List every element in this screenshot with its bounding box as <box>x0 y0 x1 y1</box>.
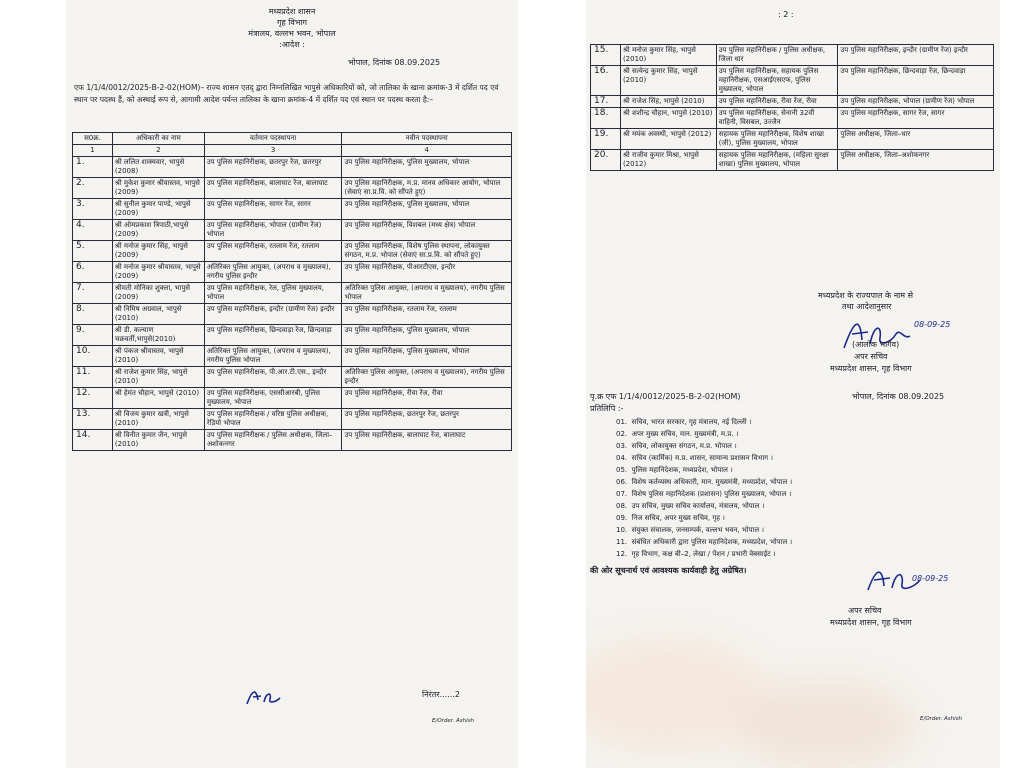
row-name: श्री डी. कल्याण चक्रवर्ती,भापुसे(2010) <box>112 325 204 346</box>
row-new-post: उप पुलिस महानिरीक्षक, भोपाल (ग्रामीण रेंज) भोपाल <box>838 96 994 108</box>
table-row <box>73 304 512 325</box>
list-item-number: 11. <box>616 538 628 546</box>
table-row <box>73 199 512 220</box>
transfer-table-page-2 <box>590 44 994 171</box>
signature-date: 08-09-25 <box>914 320 951 329</box>
row-sn: 4. <box>73 220 113 241</box>
row-name: श्री विजय कुमार खत्री, भापुसे (2010) <box>112 409 204 430</box>
list-item-number: 07. <box>616 490 628 498</box>
list-item <box>616 442 737 451</box>
list-item <box>616 550 776 559</box>
row-new-post: उप पुलिस महानिरीक्षक, पुलिस मुख्यालय, भोपाल <box>342 157 512 178</box>
list-item <box>616 538 792 547</box>
row-new-post: उप पुलिस महानिरीक्षक, छिन्दवाड़ा रेंज, छिन्दवाड़ा <box>838 66 994 96</box>
row-sn: 5. <box>73 241 113 262</box>
row-current-post: उप पुलिस महानिरीक्षक, इन्दौर (ग्रामीण रेंज) इन्दौर <box>204 304 342 325</box>
table-row <box>591 66 994 96</box>
col-number: 4 <box>342 145 512 157</box>
row-name: श्री शशीन्द्र चौहान, भापुसे (2010) <box>620 108 716 129</box>
row-new-post: उप पुलिस महानिरीक्षक, पुलिस मुख्यालय, भोपाल <box>342 346 512 367</box>
row-current-post: उप पुलिस महानिरीक्षक, एससीआरबी, पुलिस मुख्यालय, भोपाल <box>204 388 342 409</box>
row-new-post: उप पुलिस महानिरीक्षक, विशबल (मध्य क्षेत्र) भोपाल <box>342 220 512 241</box>
row-new-post: उप पुलिस महानिरीक्षक, म.प्र. मानव अधिकार आयोग, भोपाल (सेवाएं सा.प्र.वि. को सौंपते हुए) <box>342 178 512 199</box>
order-page-1 <box>66 0 518 768</box>
row-sn: 12. <box>73 388 113 409</box>
row-current-post: उप पुलिस महानिरीक्षक, रेल, पुलिस मुख्यालय, भोपाल <box>204 283 342 304</box>
list-item-number: 12. <box>616 550 628 558</box>
row-current-post: उप पुलिस महानिरीक्षक, सहायक पुलिस महानिरीक्षक, एसआईएसएफ, पुलिस मुख्यालय, भोपाल <box>716 66 838 96</box>
endorsement-date: भोपाल, दिनांक 08.09.2025 <box>852 392 945 401</box>
table-number-row <box>73 145 512 157</box>
table-row <box>73 409 512 430</box>
list-item <box>616 418 752 427</box>
row-name: श्री सत्येन्द्र कुमार सिंह, भापुसे (2010) <box>620 66 716 96</box>
row-name: श्री ओमप्रकाश त्रिपाठी,भापुसे (2009) <box>112 220 204 241</box>
row-name: श्री मुकेश कुमार श्रीवास्तव, भापुसे (2009) <box>112 178 204 199</box>
header-line-order: :आदेश : <box>279 40 305 49</box>
col-header-current: वर्तमान पदस्थापना <box>204 133 342 145</box>
list-item-text: गृह विभाग, कक्ष बी–2, लेखा / पेंशन / प्रभारी वेबसाईट । <box>631 550 776 558</box>
list-item <box>616 478 792 487</box>
row-name: श्री मनोज कुमार श्रीवास्तव, भापुसे (2009) <box>112 262 204 283</box>
continued-label: निरंतर......2 <box>422 690 460 699</box>
order-line: तथा आदेशानुसार <box>842 302 892 311</box>
order-text: एफ 1/1/4/0012/2025-B-2-02(HOM)– राज्य शासन एतद् द्वारा निम्नलिखित भापुसे अधिकारियों को, जो तालिका के खाना क्रमांक-3 में दर्शित पद एवं स्थान पर पदस्थ हैं, को अस्थाई रूप से, आगामी आदेश पर्यन्त तालिका के खाना क्रमांक-4 में दर्शित पद एवं स्थान पर पदस्थ करता है:– <box>74 83 499 104</box>
row-sn: 9. <box>73 325 113 346</box>
list-item-text: उप सचिव, मुख्य सचिव कार्यालय, मंत्रालय, भोपाल । <box>631 502 765 510</box>
row-current-post: उप पुलिस महानिरीक्षक, बालाघाट रेंज, बालाघाट <box>204 178 342 199</box>
col-header-sn: स0क्र. <box>73 133 113 145</box>
row-sn: 8. <box>73 304 113 325</box>
row-current-post: उप पुलिस महानिरीक्षक / पुलिस अधीक्षक, जिला धार <box>716 45 838 66</box>
row-current-post: अतिरिक्त पुलिस आयुक्त, (अपराध व मुख्यालय), नगरीय पुलिस इन्दौर <box>204 262 342 283</box>
order-page-2 <box>586 0 1000 768</box>
list-item <box>616 430 738 439</box>
col-header-name: अधिकारी का नाम <box>112 133 204 145</box>
row-name: श्री विनीत कुमार जैन, भापुसे (2010) <box>112 430 204 451</box>
row-current-post: उप पुलिस महानिरीक्षक, भोपाल (ग्रामीण रेंज) भोपाल <box>204 220 342 241</box>
row-name: श्री राजेश सिंह, भापुसे (2010) <box>620 96 716 108</box>
table-row <box>73 283 512 304</box>
signatory-title: अपर सचिव <box>848 606 882 615</box>
list-item-text: सचिव, लोकायुक्त संगठन, म.प्र. भोपाल । <box>631 442 737 450</box>
list-item <box>616 454 773 463</box>
row-sn: 3. <box>73 199 113 220</box>
row-current-post: उप पुलिस महानिरीक्षक / पुलिस अधीक्षक, जिला–अशोकनगर <box>204 430 342 451</box>
table-row <box>591 96 994 108</box>
list-item <box>616 466 733 475</box>
row-name: श्री पंकज श्रीवास्तव, भापुसे (2010) <box>112 346 204 367</box>
row-sn: 7. <box>73 283 113 304</box>
closing-note: की ओर सूचनार्थ एवं आवश्यक कार्यवाही हेतु अग्रेषित। <box>590 566 747 575</box>
row-sn: 11. <box>73 367 113 388</box>
row-name: श्री हेमंत चौहान, भापुसे (2010) <box>112 388 204 409</box>
col-header-new: नवीन पदस्थापना <box>342 133 512 145</box>
list-item-text: सचिव (कार्मिक) म.प्र. शासन, सामान्य प्रशासन विभाग । <box>631 454 773 462</box>
list-item-number: 08. <box>616 502 628 510</box>
endorsement-reference: पृ.क्र एफ 1/1/4/0012/2025-B-2-02(HOM) <box>590 392 741 401</box>
list-item-number: 01. <box>616 418 628 426</box>
row-name: श्री निमिष अग्रवाल, भापुसे (2010) <box>112 304 204 325</box>
order-date: भोपाल, दिनांक 08.09.2025 <box>348 58 441 67</box>
row-sn: 14. <box>73 430 113 451</box>
row-current-post: उप पुलिस महानिरीक्षक, छिन्दवाड़ा रेंज, छिन्दवाड़ा <box>204 325 342 346</box>
list-item-number: 09. <box>616 514 628 522</box>
row-name: श्री ललित शाक्यवार, भापुसे (2008) <box>112 157 204 178</box>
list-item-text: निज सचिव, अपर मुख्य सचिव, गृह । <box>631 514 725 522</box>
table-row <box>591 150 994 171</box>
header-line-department: गृह विभाग <box>276 18 307 27</box>
footer-initials: E/Order. Ashish <box>920 716 963 722</box>
row-current-post: उप पुलिस महानिरीक्षक, सागर रेंज, सागर <box>204 199 342 220</box>
table-row <box>73 262 512 283</box>
table-row <box>73 220 512 241</box>
row-current-post: अतिरिक्त पुलिस आयुक्त, (अपराध व मुख्यालय), नगरीय पुलिस भोपाल <box>204 346 342 367</box>
row-new-post: उप पुलिस महानिरीक्षक, छतरपुर रेंज, छतरपुर <box>342 409 512 430</box>
paper-stain <box>736 680 916 768</box>
table-row <box>591 45 994 66</box>
header-line-government: मध्यप्रदेश शासन <box>268 7 316 16</box>
row-sn: 13. <box>73 409 113 430</box>
list-item-text: अपर मुख्य सचिव, मान. मुख्यमंत्री, म.प्र. । <box>631 430 739 438</box>
copy-to-label: प्रतिलिपि :- <box>590 404 624 413</box>
table-row <box>73 178 512 199</box>
row-new-post: उप पुलिस महानिरीक्षक, रतलाम रेंज, रतलाम <box>342 304 512 325</box>
row-current-post: उप पुलिस महानिरीक्षक, पी.आर.टी.एस., इन्दौर <box>204 367 342 388</box>
row-current-post: उप पुलिस महानिरीक्षक, रतलाम रेंज, रतलाम <box>204 241 342 262</box>
row-sn: 15. <box>591 45 621 66</box>
transfer-table-page-1 <box>72 132 512 451</box>
initials-signature-icon <box>244 686 284 708</box>
signatory-name: (आलोक भार्गव) <box>852 340 900 349</box>
row-current-post: उप पुलिस महानिरीक्षक, छतरपुर रेंज, छतरपुर <box>204 157 342 178</box>
table-row <box>591 129 994 150</box>
row-new-post: पुलिस अधीक्षक, जिला–अशोकनगर <box>838 150 994 171</box>
row-current-post: सहायक पुलिस महानिरीक्षक, (महिला सुरक्षा शाखा) पुलिस मुख्यालय, भोपाल <box>716 150 838 171</box>
list-item-number: 04. <box>616 454 628 462</box>
list-item-text: सचिव, भारत सरकार, गृह मंत्रालय, नई दिल्ली । <box>631 418 752 426</box>
row-name: श्री राजीव कुमार मिश्रा, भापुसे (2012) <box>620 150 716 171</box>
row-sn: 1. <box>73 157 113 178</box>
row-new-post: उप पुलिस महानिरीक्षक, विशेष पुलिस स्थापना, लोकायुक्त संगठन, म.प्र. भोपाल (सेवाएं सा.प्र.वि. को सौंपते हुए) <box>342 241 512 262</box>
row-new-post: उप पुलिस महानिरीक्षक, पीआरटीएस, इन्दौर <box>342 262 512 283</box>
row-current-post: उप पुलिस महानिरीक्षक, सेनानी 32वीं वाहिनी, विसबल, उज्जैन <box>716 108 838 129</box>
table-row <box>73 157 512 178</box>
col-number: 1 <box>73 145 113 157</box>
list-item-number: 06. <box>616 478 628 486</box>
row-sn: 16. <box>591 66 621 96</box>
row-new-post: अतिरिक्त पुलिस आयुक्त, (अपराध व मुख्यालय), नगरीय पुलिस इन्दौर <box>342 367 512 388</box>
row-name: श्री राजेश कुमार सिंह, भापुसे (2010) <box>112 367 204 388</box>
signatory-department: मध्यप्रदेश शासन, गृह विभाग <box>830 618 912 627</box>
governor-line: मध्यप्रदेश के राज्यपाल के नाम से <box>818 291 913 300</box>
row-new-post: उप पुलिस महानिरीक्षक, रीवा रेंज, रीवा <box>342 388 512 409</box>
row-name: श्री मनोज कुमार सिंह, भापुसे (2009) <box>112 241 204 262</box>
row-name: श्री मयंक अवस्थी, भापुसे (2012) <box>620 129 716 150</box>
row-sn: 10. <box>73 346 113 367</box>
signature-date: 08-09-25 <box>912 574 949 583</box>
col-number: 2 <box>112 145 204 157</box>
signatory-department: मध्यप्रदेश शासन, गृह विभाग <box>830 364 912 373</box>
row-name: श्रीमती मोनिका शुक्ला, भापुसे (2009) <box>112 283 204 304</box>
table-row <box>73 241 512 262</box>
row-name: श्री मनोज कुमार सिंह, भापुसे (2010) <box>620 45 716 66</box>
table-row <box>591 108 994 129</box>
row-new-post: अतिरिक्त पुलिस आयुक्त, (अपराध व मुख्यालय), नगरीय पुलिस भोपाल <box>342 283 512 304</box>
table-row <box>73 367 512 388</box>
row-current-post: उप पुलिस महानिरीक्षक / वरिष्ठ पुलिस अधीक्षक, रेडियो भोपाल <box>204 409 342 430</box>
col-number: 3 <box>204 145 342 157</box>
table-header-row <box>73 133 512 145</box>
list-item-text: विशेष पुलिस महानिदेशक (प्रशासन) पुलिस मुख्यालय, भोपाल । <box>631 490 792 498</box>
list-item <box>616 502 764 511</box>
row-current-post: उप पुलिस महानिरीक्षक, रीवा रेंज, रीवा <box>716 96 838 108</box>
row-new-post: उप पुलिस महानिरीक्षक, इन्दौर (ग्रामीण रेंज) इन्दौर <box>838 45 994 66</box>
row-sn: 19. <box>591 129 621 150</box>
row-name: श्री सुनील कुमार पाण्डे, भापुसे (2009) <box>112 199 204 220</box>
list-item <box>616 526 764 535</box>
row-new-post: पुलिस अधीक्षक, जिला–धार <box>838 129 994 150</box>
header-line-address: मंत्रालय, वल्लभ भवन, भोपाल <box>248 29 336 38</box>
row-new-post: उप पुलिस महानिरीक्षक, पुलिस मुख्यालय, भोपाल <box>342 325 512 346</box>
list-item-number: 03. <box>616 442 628 450</box>
list-item-text: संयुक्त संचालक, जनसम्पर्क, वल्लभ भवन, भोपाल । <box>631 526 764 534</box>
list-item <box>616 514 725 523</box>
list-item-number: 02. <box>616 430 628 438</box>
list-item-text: विशेष कर्तव्यस्थ अधिकारी, मान. मुख्यमंत्री, मध्यप्रदेश, भोपाल । <box>631 478 793 486</box>
page-number: : 2 : <box>778 10 794 19</box>
row-sn: 6. <box>73 262 113 283</box>
table-row <box>73 346 512 367</box>
signatory-title: अपर सचिव <box>854 352 888 361</box>
row-sn: 2. <box>73 178 113 199</box>
list-item-number: 05. <box>616 466 628 474</box>
row-current-post: सहायक पुलिस महानिरीक्षक, विशेष शाखा (जी), पुलिस मुख्यालय, भोपाल <box>716 129 838 150</box>
row-sn: 18. <box>591 108 621 129</box>
row-new-post: उप पुलिस महानिरीक्षक, बालाघाट रेंज, बालाघाट <box>342 430 512 451</box>
list-item <box>616 490 791 499</box>
table-row <box>73 325 512 346</box>
list-item-text: संबंधित अधिकारी द्वारा पुलिस महानिदेशक, मध्यप्रदेश, भोपाल । <box>631 538 793 546</box>
table-row <box>73 430 512 451</box>
list-item-number: 10. <box>616 526 628 534</box>
table-row <box>73 388 512 409</box>
row-new-post: उप पुलिस महानिरीक्षक, पुलिस मुख्यालय, भोपाल <box>342 199 512 220</box>
row-sn: 17. <box>591 96 621 108</box>
row-new-post: उप पुलिस महानिरीक्षक, सागर रेंज, सागर <box>838 108 994 129</box>
row-sn: 20. <box>591 150 621 171</box>
list-item-text: पुलिस महानिदेशक, मध्यप्रदेश, भोपाल । <box>631 466 733 474</box>
footer-initials: E/Order. Ashish <box>432 718 475 724</box>
